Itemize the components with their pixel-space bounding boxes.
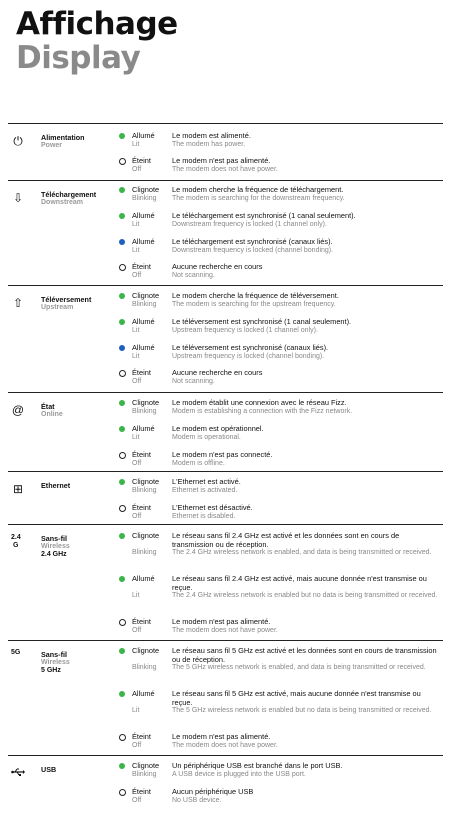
section-usb [8, 755, 443, 816]
section-label [41, 191, 111, 207]
state-fr: Allumé [132, 574, 155, 583]
download-icon: ⇩ [12, 191, 24, 205]
state-en: Blinking [132, 663, 157, 671]
state-fr: Clignote [132, 477, 160, 486]
page-title-fr: Affichage [16, 6, 178, 42]
state-en: Off [132, 271, 142, 279]
state-en: Off [132, 459, 142, 467]
section-label-en: Power [41, 142, 63, 149]
desc-en: The modem has power. [172, 140, 246, 148]
led-green-icon [119, 691, 125, 697]
section-label [41, 296, 111, 312]
desc-en: Modem is operational. [172, 433, 241, 441]
desc-fr: Le réseau sans fil 5 GHz est activé et les données sont en cours de transmission ou de réception. [172, 646, 437, 664]
section-label-fr: USB [41, 765, 57, 774]
desc-en: Modem is offline. [172, 459, 225, 467]
state-fr: Clignote [132, 398, 160, 407]
desc-fr: Un périphérique USB est branché dans le port USB. [172, 761, 343, 770]
led-off-icon [119, 619, 126, 626]
state-en: Off [132, 741, 142, 749]
state-en: Lit [132, 246, 140, 254]
power-icon: ⏻ [13, 134, 23, 148]
desc-en: The modem is searching for the downstream frequency. [172, 194, 345, 202]
desc-en: The 2.4 GHz wireless network is enabled, and data is being transmitted or received. [172, 549, 432, 556]
desc-en: Not scanning. [172, 377, 215, 385]
section-label-en: Downstream [41, 199, 84, 206]
section-label [41, 403, 111, 419]
desc-en: The modem is searching for the upstream frequency. [172, 300, 336, 308]
desc-fr: Aucune recherche en cours [172, 368, 263, 377]
desc-fr: Le modem cherche la fréquence de téléchargement. [172, 185, 344, 194]
desc-en: The 5 GHz wireless network is enabled but no data is being transmitted or received. [172, 707, 432, 714]
desc-fr: L'Ethernet est activé. [172, 477, 241, 486]
section-online [8, 392, 443, 471]
state-en: Lit [132, 220, 140, 228]
state-fr: Éteint [132, 732, 151, 741]
desc-fr: L'Ethernet est désactivé. [172, 503, 253, 512]
state-en: Off [132, 626, 142, 634]
upload-icon: ⇧ [12, 296, 24, 310]
section-label-en: Wireless [41, 543, 70, 550]
led-off-icon [119, 734, 126, 741]
desc-fr: Le téléversement est synchronisé (canaux liés). [172, 343, 329, 352]
page-title-en: Display [16, 40, 141, 76]
section-label-fr: Téléchargement [41, 190, 97, 199]
state-en: Blinking [132, 194, 157, 202]
state-en: Blinking [132, 300, 157, 308]
desc-fr: Le téléversement est synchronisé (1 canal seulement). [172, 317, 352, 326]
led-green-icon [119, 319, 125, 325]
led-off-icon [119, 789, 126, 796]
section-label-en: Online [41, 411, 63, 418]
desc-en: The modem does not have power. [172, 626, 278, 634]
section-label [41, 134, 111, 150]
led-green-icon [119, 763, 125, 769]
desc-en: Upstream frequency is locked (1 channel only). [172, 326, 318, 334]
desc-en: Downstream frequency is locked (1 channel only). [172, 220, 327, 228]
state-en: Off [132, 796, 142, 804]
section-upstream [8, 285, 443, 392]
desc-fr: Le réseau sans fil 5 GHz est activé, mais aucune donnée n'est transmise ou reçue. [172, 689, 421, 707]
led-green-icon [119, 426, 125, 432]
section-label-band: 2.4 GHz [41, 551, 67, 558]
state-fr: Allumé [132, 689, 155, 698]
section-wireless-5 [8, 640, 443, 755]
desc-fr: Le téléchargement est synchronisé (1 canal seulement). [172, 211, 356, 220]
led-off-icon [119, 264, 126, 271]
desc-en: No USB device. [172, 796, 222, 804]
led-green-icon [119, 187, 125, 193]
desc-en: Downstream frequency is locked (channel bonding). [172, 246, 334, 254]
state-en: Blinking [132, 407, 157, 415]
desc-en: The modem does not have power. [172, 741, 278, 749]
led-blue-icon [119, 239, 125, 245]
state-fr: Clignote [132, 291, 160, 300]
state-fr: Clignote [132, 185, 160, 194]
led-blue-icon [119, 345, 125, 351]
section-label-fr: Sans-fil [41, 534, 67, 543]
led-green-icon [119, 213, 125, 219]
desc-fr: Le modem n'est pas alimenté. [172, 732, 271, 741]
state-fr: Allumé [132, 237, 155, 246]
state-en: Blinking [132, 486, 157, 494]
led-green-icon [119, 293, 125, 299]
section-label-fr: Sans-fil [41, 650, 67, 659]
state-en: Lit [132, 140, 140, 148]
desc-fr: Le modem n'est pas alimenté. [172, 156, 271, 165]
desc-fr: Le modem n'est pas connecté. [172, 450, 273, 459]
state-en: Lit [132, 591, 140, 599]
state-en: Off [132, 377, 142, 385]
desc-fr: Le réseau sans fil 2.4 GHz est activé, mais aucune donnée n'est transmise ou reçue. [172, 574, 427, 592]
wifi-5-icon: 5G [11, 649, 21, 656]
section-label [41, 535, 111, 559]
section-wireless-24 [8, 524, 443, 640]
led-green-icon [119, 400, 125, 406]
section-downstream [8, 180, 443, 285]
led-green-icon [119, 533, 125, 539]
state-en: Lit [132, 352, 140, 360]
desc-fr: Aucune recherche en cours [172, 262, 263, 271]
state-fr: Éteint [132, 368, 151, 377]
section-label-en: Wireless [41, 659, 70, 666]
led-off-icon [119, 158, 126, 165]
state-fr: Clignote [132, 531, 160, 540]
state-fr: Clignote [132, 646, 160, 655]
desc-en: Upstream frequency is locked (channel bonding). [172, 352, 325, 360]
desc-fr: Le modem cherche la fréquence de téléversement. [172, 291, 339, 300]
state-fr: Éteint [132, 787, 151, 796]
desc-fr: Le téléchargement est synchronisé (canaux liés). [172, 237, 333, 246]
state-en: Off [132, 165, 142, 173]
state-fr: Éteint [132, 503, 151, 512]
desc-en: The 5 GHz wireless network is enabled, and data is being transmitted or received. [172, 664, 426, 671]
state-en: Lit [132, 433, 140, 441]
desc-fr: Le modem n'est pas alimenté. [172, 617, 271, 626]
state-en: Off [132, 512, 142, 520]
state-fr: Clignote [132, 761, 160, 770]
ethernet-icon: ⊞ [12, 482, 24, 496]
desc-en: The 2.4 GHz wireless network is enabled but no data is being transmitted or received. [172, 592, 438, 599]
section-label [41, 651, 111, 675]
desc-en: Modem is establishing a connection with the Fizz network. [172, 407, 353, 415]
state-en: Lit [132, 326, 140, 334]
section-label-en: Upstream [41, 304, 74, 311]
desc-en: Ethernet is activated. [172, 486, 238, 494]
desc-fr: Le réseau sans fil 2.4 GHz est activé et les données sont en cours de transmission ou de réception. [172, 531, 400, 549]
desc-fr: Le modem est alimenté. [172, 131, 251, 140]
desc-fr: Le modem établit une connexion avec le réseau Fizz. [172, 398, 347, 407]
desc-en: The modem does not have power. [172, 165, 278, 173]
section-label [41, 482, 111, 490]
led-green-icon [119, 576, 125, 582]
state-fr: Allumé [132, 317, 155, 326]
desc-fr: Le modem est opérationnel. [172, 424, 264, 433]
led-off-icon [119, 452, 126, 459]
desc-en: Not scanning. [172, 271, 215, 279]
section-power [8, 123, 443, 180]
state-fr: Éteint [132, 156, 151, 165]
desc-en: Ethernet is disabled. [172, 512, 236, 520]
state-fr: Allumé [132, 131, 155, 140]
state-en: Lit [132, 706, 140, 714]
state-fr: Allumé [132, 211, 155, 220]
section-label-band: 5 GHz [41, 667, 61, 674]
state-fr: Éteint [132, 617, 151, 626]
state-en: Blinking [132, 548, 157, 556]
desc-en: A USB device is plugged into the USB port. [172, 770, 306, 778]
section-label [41, 766, 111, 774]
section-label-fr: État [41, 402, 55, 411]
wifi-24-icon: 2.4 G [11, 534, 21, 549]
state-fr: Allumé [132, 424, 155, 433]
at-icon: @ [11, 403, 25, 417]
led-off-icon [119, 370, 126, 377]
desc-fr: Aucun périphérique USB [172, 787, 254, 796]
section-label-fr: Ethernet [41, 481, 71, 490]
led-green-icon [119, 133, 125, 139]
section-ethernet [8, 471, 443, 524]
led-off-icon [119, 505, 126, 512]
led-green-icon [119, 479, 125, 485]
state-fr: Allumé [132, 343, 155, 352]
state-en: Blinking [132, 770, 157, 778]
state-fr: Éteint [132, 262, 151, 271]
section-label-fr: Alimentation [41, 133, 85, 142]
state-fr: Éteint [132, 450, 151, 459]
led-green-icon [119, 648, 125, 654]
usb-icon [11, 766, 25, 780]
section-label-fr: Téléversement [41, 295, 92, 304]
